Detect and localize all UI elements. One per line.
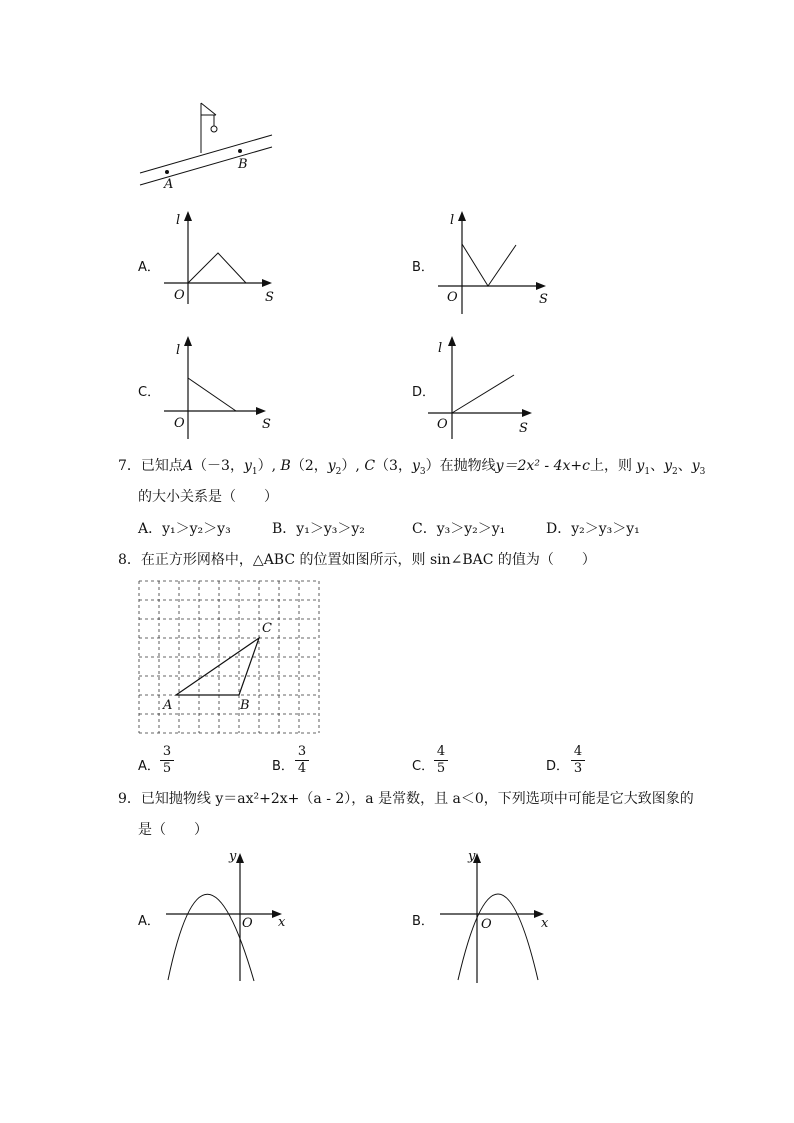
q9-line1: [118, 790, 694, 808]
q8-label-b: B: [240, 698, 250, 713]
q9-line2: 是（ ）: [138, 822, 208, 838]
q6-option-d-letter[interactable]: D．: [412, 385, 436, 400]
q7-number: 7．: [118, 458, 141, 474]
q9-a-ylabel: y: [229, 849, 237, 864]
q8-text: 在正方形网格中，△ABC 的位置如图所示，则 sin∠BAC 的值为（ ）: [140, 552, 596, 568]
q9-option-b-letter[interactable]: B．: [412, 914, 434, 929]
q9-option-a-letter[interactable]: A．: [138, 914, 160, 929]
q6-d-xlabel: S: [519, 421, 528, 436]
q6-a-xlabel: S: [265, 290, 274, 305]
q6-d-origin: O: [437, 417, 448, 432]
q8-option-a-fraction[interactable]: 3 5: [160, 745, 174, 776]
q7-option-b[interactable]: B．y₁＞y₃＞y₂: [272, 521, 365, 537]
q7-line1: 7．已知点A（－3，$y_1$）, B（2，$y_2$）, C（3，$y_3$）在抛物线y＝2x² - 4x+c上，则 $y_1$、$y_2$、$y_3$: [118, 458, 706, 477]
q8-option-a-letter[interactable]: A．: [138, 759, 160, 774]
q8-label-a: A: [163, 698, 173, 713]
q9-option-a-graph: [160, 845, 295, 985]
q8-option-b-fraction[interactable]: 3 4: [295, 745, 309, 776]
q7-line2: 的大小关系是（ ）: [138, 489, 278, 505]
q9-a-origin: O: [242, 916, 253, 931]
q6-d-ylabel: l: [438, 341, 443, 356]
q8-option-d-fraction[interactable]: 4 3: [571, 745, 585, 776]
q6-c-origin: O: [174, 416, 185, 431]
q8-option-c-letter[interactable]: C．: [412, 759, 435, 774]
q6-b-ylabel: l: [450, 213, 455, 228]
q7-option-c[interactable]: C．y₃＞y₂＞y₁: [412, 521, 506, 537]
q8-number: 8．: [118, 552, 141, 568]
q6-option-c-letter[interactable]: C．: [138, 385, 161, 400]
q9-number: 9．: [118, 791, 141, 807]
q9-a-xlabel: x: [278, 915, 286, 930]
q6-a-ylabel: l: [176, 213, 181, 228]
point-a-dot: [165, 170, 169, 174]
point-b-label: B: [238, 157, 248, 172]
q8-option-c-fraction[interactable]: 4 5: [434, 745, 448, 776]
q6-option-a-letter[interactable]: A．: [138, 260, 160, 275]
q7-option-a[interactable]: A．y₁＞y₂＞y₃: [138, 521, 231, 537]
q8-option-b-letter[interactable]: B．: [272, 759, 294, 774]
q6-c-xlabel: S: [262, 417, 271, 432]
q6-option-b-letter[interactable]: B．: [412, 260, 434, 275]
q7-equation: y＝2x² - 4x+c: [495, 458, 590, 474]
q8-option-d-letter[interactable]: D．: [546, 759, 570, 774]
q9-b-origin: O: [481, 917, 492, 932]
slope-figure: [130, 95, 290, 195]
q6-b-xlabel: S: [539, 292, 548, 307]
q7-option-d[interactable]: D．y₂＞y₃＞y₁: [546, 521, 640, 537]
point-b-dot: [238, 149, 242, 153]
point-a-label: A: [164, 177, 174, 192]
q9-b-ylabel: y: [468, 849, 476, 864]
q9-text: 已知抛物线 y＝ax²+2x+（a - 2），a 是常数，且 a＜0，下列选项中可能是它大致图象的: [140, 791, 694, 807]
q7-line1-pre: 已知点: [140, 458, 183, 474]
q6-a-origin: O: [174, 288, 185, 303]
q8-label-c: C: [262, 621, 272, 636]
q6-b-origin: O: [447, 290, 458, 305]
q8-question: [118, 551, 596, 569]
q9-b-xlabel: x: [541, 916, 549, 931]
q6-c-ylabel: l: [176, 343, 181, 358]
